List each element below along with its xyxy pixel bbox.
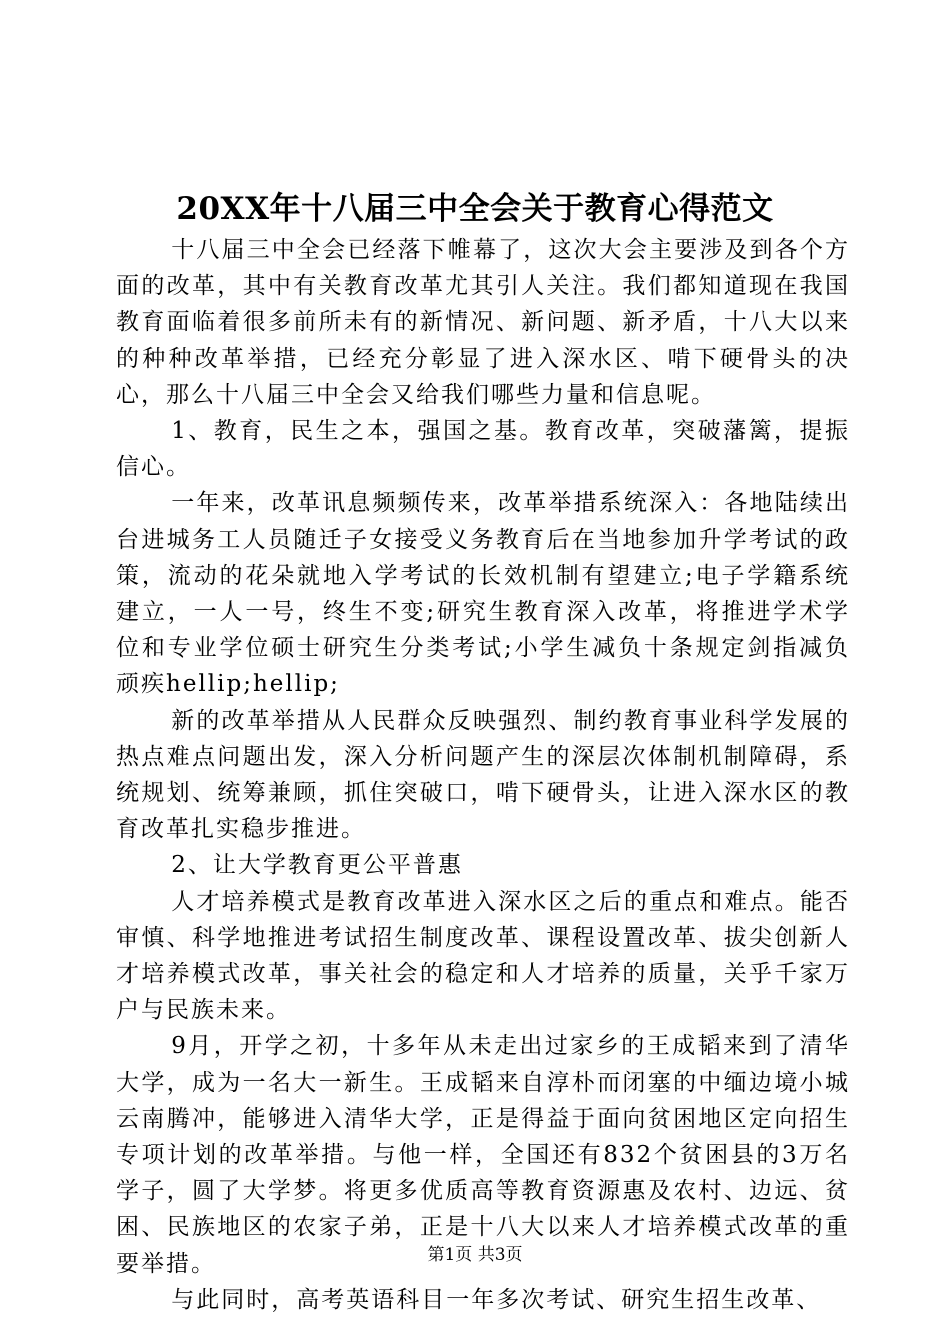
paragraph-heading-1: 1、教育，民生之本，强国之基。教育改革，突破藩篱，提振信心。 [116,418,850,481]
paragraph-reform-news: 一年来，改革讯息频频传来，改革举措系统深入：各地陆续出台进城务工人员随迁子女接受义务教育后在当地参加升学考试的政策，流动的花朵就地入学考试的长效机制有望建立;电子学籍系统建立，一人一号，终生不变;研究生教育深入改革，将推进学术学位和专业学位硕士研究生分类考试;小学生减负十条规定剑指减负顽疾hellip;hellip; [116,490,850,698]
paragraph-heading-2: 2、让大学教育更公平普惠 [171,852,463,879]
page-footer: 第1页 共3页 [427,1245,523,1265]
document-body [116,232,850,1318]
paragraph-meanwhile: 与此同时，高考英语科目一年多次考试、研究生招生改革、 [171,1286,822,1313]
paragraph-new-measures: 新的改革举措从人民群众反映强烈、制约教育事业科学发展的热点难点问题出发，深入分析问题产生的深层次体制机制障碍，系统规划、统筹兼顾，抓住突破口，啃下硬骨头，让进入深水区的教育改革扎实稳步推进。 [116,707,850,843]
document-title: 20XX年十八届三中全会关于教育心得范文 [176,191,774,227]
paragraph-september: 9月，开学之初，十多年从未走出过家乡的王成韬来到了清华大学，成为一名大一新生。王成韬来自淳朴而闭塞的中缅边境小城云南腾冲，能够进入清华大学，正是得益于面向贫困地区定向招生专项计划的改革举措。与他一样，全国还有832个贫困县的3万名学子，圆了大学梦。将更多优质高等教育资源惠及农村、边远、贫困、民族地区的农家子弟，正是十八大以来人才培养模式改革的重要举措。 [116,1033,850,1277]
paragraph-intro: 十八届三中全会已经落下帷幕了，这次大会主要涉及到各个方面的改革，其中有关教育改革尤其引人关注。我们都知道现在我国教育面临着很多前所未有的新情况、新问题、新矛盾，十八大以来的种种改革举措，已经充分彰显了进入深水区、啃下硬骨头的决心，那么十八届三中全会又给我们哪些力量和信息呢。 [116,237,850,408]
paragraph-talent-model: 人才培养模式是教育改革进入深水区之后的重点和难点。能否审慎、科学地推进考试招生制度改革、课程设置改革、拔尖创新人才培养模式改革，事关社会的稳定和人才培养的质量，关乎千家万户与民族未来。 [116,888,850,1024]
